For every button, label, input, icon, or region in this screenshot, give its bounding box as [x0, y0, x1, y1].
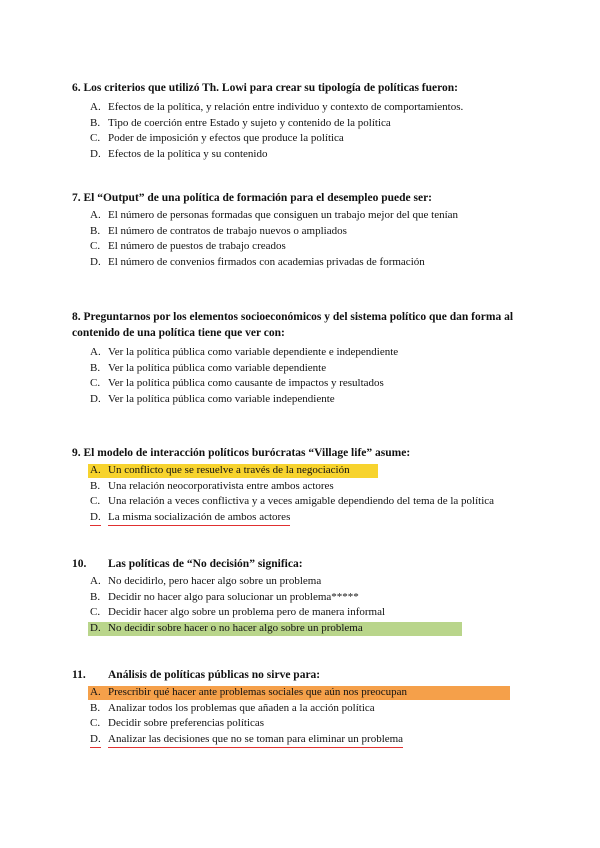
option-list: [72, 463, 542, 525]
option-text: Ver la política pública como causante de impactos y resultados: [108, 377, 384, 390]
option-list: [72, 100, 542, 162]
option-c[interactable]: [72, 131, 542, 147]
option-letter: C.: [90, 377, 101, 390]
option-b[interactable]: [72, 361, 542, 377]
option-b[interactable]: [72, 479, 542, 495]
option-letter: C.: [90, 606, 101, 619]
option-letter: A.: [90, 101, 101, 113]
option-letter: A.: [90, 464, 101, 476]
option-list: [72, 208, 542, 270]
option-letter: A.: [90, 209, 101, 221]
option-list: [72, 574, 542, 636]
question-title-text: Las políticas de “No decisión” significa:: [108, 558, 303, 570]
option-text: Tipo de coerción entre Estado y sujeto y contenido de la política: [108, 116, 391, 129]
option-a[interactable]: [72, 100, 542, 116]
option-c[interactable]: [72, 494, 542, 510]
option-text: La misma socialización de ambos actores: [108, 510, 290, 527]
option-text: No decidirlo, pero hacer algo sobre un problema: [108, 575, 322, 587]
question-title: 9. El modelo de interacción políticos burócratas “Village life” asume:: [72, 447, 411, 459]
option-text: Decidir no hacer algo para solucionar un problema*****: [108, 590, 359, 603]
question-title: [72, 667, 542, 683]
option-list: [72, 685, 542, 747]
option-a[interactable]: [72, 208, 542, 224]
option-text: Analizar todos los problemas que añaden a la acción política: [108, 701, 375, 714]
question-title: 6. Los criterios que utilizó Th. Lowi para crear su tipología de políticas fueron:: [72, 82, 458, 94]
option-d[interactable]: [72, 510, 542, 526]
question-9: [72, 445, 542, 525]
option-b[interactable]: [72, 116, 542, 132]
question-number: 11.: [72, 669, 86, 681]
option-letter: D.: [90, 621, 101, 634]
option-text: El número de personas formadas que consiguen un trabajo mejor del que tenían: [108, 209, 459, 221]
option-text: No decidir sobre hacer o no hacer algo sobre un problema: [108, 621, 363, 634]
question-title-text: Análisis de políticas públicas no sirve para:: [108, 669, 321, 681]
option-c[interactable]: [72, 716, 542, 732]
option-text: Una relación neocorporativista entre ambos actores: [108, 479, 334, 492]
question-7: [72, 190, 542, 270]
option-letter: B.: [90, 479, 101, 492]
question-8: [72, 309, 542, 407]
option-b[interactable]: [72, 590, 542, 606]
option-text: Prescribir qué hacer ante problemas sociales que aún nos preocupan: [108, 686, 408, 698]
option-text: Poder de imposición y efectos que produce la política: [108, 132, 344, 145]
option-b[interactable]: [72, 224, 542, 240]
option-d[interactable]: [72, 621, 542, 637]
option-letter: C.: [90, 495, 101, 508]
question-title: 8. Preguntarnos por los elementos socioeconómicos y del sistema político que dan forma al contenido de una política tiene que ver con:: [72, 311, 514, 339]
option-letter: C.: [90, 240, 101, 253]
option-letter: D.: [90, 147, 101, 160]
question-title: 7. El “Output” de una política de formación para el desempleo puede ser:: [72, 192, 433, 204]
option-text: Ver la política pública como variable dependiente: [108, 361, 327, 374]
option-text: El número de contratos de trabajo nuevos o ampliados: [108, 224, 347, 237]
option-letter: A.: [90, 346, 101, 358]
option-letter: A.: [90, 686, 101, 698]
option-a[interactable]: [72, 685, 542, 701]
question-11: [72, 667, 542, 747]
option-letter: C.: [90, 132, 101, 145]
option-d[interactable]: [72, 147, 542, 163]
option-a[interactable]: [72, 345, 542, 361]
option-b[interactable]: [72, 701, 542, 717]
option-letter: D.: [90, 255, 101, 268]
option-letter: D.: [90, 510, 101, 527]
option-a[interactable]: [72, 574, 542, 590]
option-d[interactable]: [72, 255, 542, 271]
option-a[interactable]: [72, 463, 542, 479]
option-letter: B.: [90, 361, 101, 374]
option-c[interactable]: [72, 376, 542, 392]
option-d[interactable]: [72, 392, 542, 408]
option-letter: C.: [90, 717, 101, 730]
option-d[interactable]: [72, 732, 542, 748]
option-letter: D.: [90, 392, 101, 405]
option-text: Un conflicto que se resuelve a través de la negociación: [108, 464, 350, 476]
option-c[interactable]: [72, 605, 542, 621]
option-c[interactable]: [72, 239, 542, 255]
question-10: [72, 556, 542, 636]
question-number: 10.: [72, 558, 87, 570]
option-text: Ver la política pública como variable independiente: [108, 392, 335, 405]
option-text: Analizar las decisiones que no se toman para eliminar un problema: [108, 732, 403, 749]
option-letter: D.: [90, 732, 101, 749]
option-text: Decidir hacer algo sobre un problema pero de manera informal: [108, 606, 386, 619]
option-letter: B.: [90, 116, 101, 129]
option-text: Decidir sobre preferencias políticas: [108, 717, 265, 730]
option-list: [72, 345, 542, 407]
option-text: Efectos de la política y su contenido: [108, 147, 268, 160]
question-6: [72, 80, 542, 162]
option-text: Efectos de la política, y relación entre individuo y contexto de comportamientos.: [108, 101, 464, 113]
option-text: Ver la política pública como variable dependiente e independiente: [108, 346, 399, 358]
option-letter: B.: [90, 590, 101, 603]
option-letter: B.: [90, 224, 101, 237]
option-text: El número de puestos de trabajo creados: [108, 240, 286, 253]
question-title: [72, 556, 542, 572]
option-text: El número de convenios firmados con academias privadas de formación: [108, 255, 425, 268]
option-text: Una relación a veces conflictiva y a veces amigable dependiendo del tema de la política: [108, 495, 495, 508]
option-letter: B.: [90, 701, 101, 714]
option-letter: A.: [90, 575, 101, 587]
